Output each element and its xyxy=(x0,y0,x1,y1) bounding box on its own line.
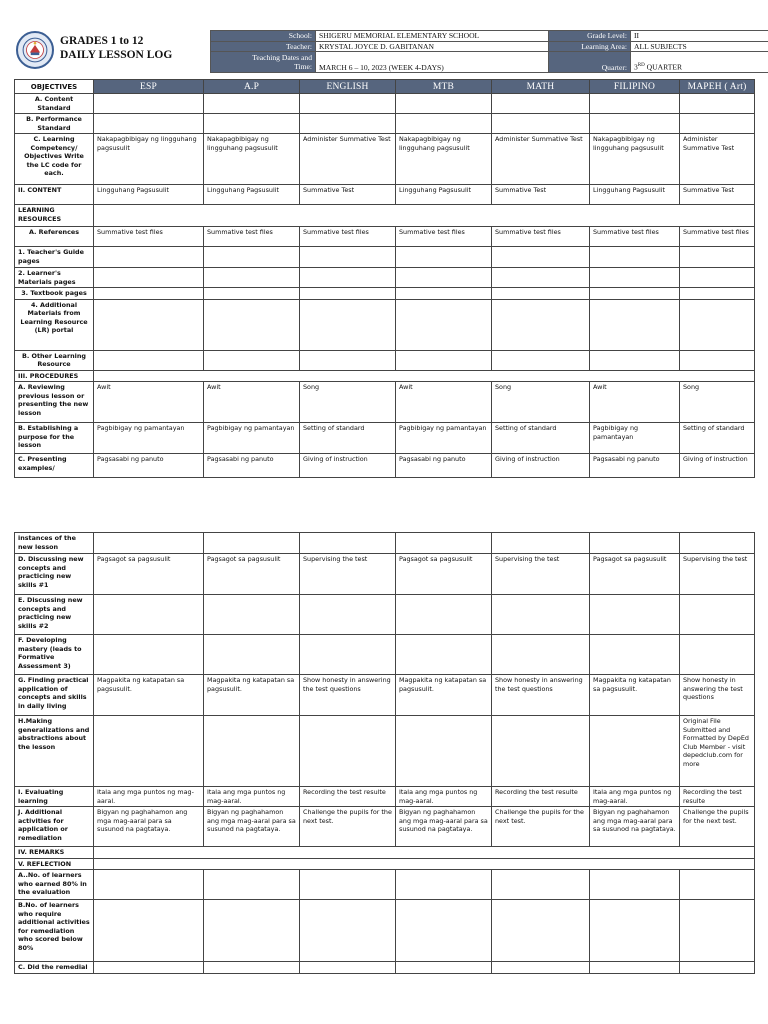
table-row xyxy=(15,299,755,350)
table-cell: Nakapagbibigay ng lingguhang pagsusulit xyxy=(396,134,492,185)
row-label: I. Evaluating learning xyxy=(15,787,94,807)
table-cell xyxy=(492,533,590,554)
table-cell: Itala ang mga puntos ng mag-aaral. xyxy=(204,787,300,807)
table-cell: Pagbibigay ng pamantayan xyxy=(204,423,300,454)
row-label: G. Finding practical application of concepts and skills in daily living xyxy=(15,675,94,716)
table-cell xyxy=(396,962,492,974)
table-cell xyxy=(94,900,204,962)
title-line-1: GRADES 1 to 12 xyxy=(60,35,144,47)
subject-header-ap: A.P xyxy=(204,80,300,94)
row-label: 2. Learner's Materials pages xyxy=(15,268,94,288)
table-cell xyxy=(396,94,492,114)
table-cell: Bigyan ng paghahamon ang mga mag-aaral para sa susunod na pagtataya. xyxy=(94,807,204,847)
table-row xyxy=(15,205,755,227)
row-label: B. Performance Standard xyxy=(15,114,94,134)
table-cell xyxy=(94,247,204,268)
table-cell xyxy=(396,533,492,554)
table-cell: Magpakita ng katapatan sa pagsusulit. xyxy=(396,675,492,716)
table-cell xyxy=(300,716,396,787)
lesson-log-body-page-2 xyxy=(15,533,755,974)
document-title xyxy=(60,34,172,62)
header-info-table xyxy=(210,30,768,73)
learning-area-value: ALL SUBJECTS xyxy=(631,41,768,52)
table-row xyxy=(15,870,755,900)
table-cell xyxy=(492,268,590,288)
table-cell xyxy=(300,533,396,554)
table-cell xyxy=(396,268,492,288)
table-row xyxy=(15,847,755,859)
table-cell: Lingguhang Pagsusulit xyxy=(396,185,492,205)
table-cell: Challenge the pupils for the next test. xyxy=(680,807,755,847)
subject-header-mapeh: MAPEH ( Art) xyxy=(680,80,755,94)
table-cell xyxy=(396,635,492,675)
table-row xyxy=(15,350,755,370)
grade-level-label: Grade Level: xyxy=(549,31,631,42)
table-cell: Magpakita ng katapatan sa pagsusulit. xyxy=(94,675,204,716)
row-label: 4. Additional Materials from Learning Resource (LR) portal xyxy=(15,299,94,350)
table-cell xyxy=(204,870,300,900)
table-cell: Summative Test xyxy=(680,185,755,205)
table-cell xyxy=(590,299,680,350)
merged-cell xyxy=(94,847,755,859)
table-row xyxy=(15,134,755,185)
teaching-dates-label-line-2: Time: xyxy=(294,62,312,71)
table-cell xyxy=(94,268,204,288)
table-cell xyxy=(396,299,492,350)
quarter-number: 3 xyxy=(634,63,638,72)
table-cell xyxy=(590,870,680,900)
table-cell xyxy=(680,870,755,900)
row-label: C. Did the remedial xyxy=(15,962,94,974)
table-cell xyxy=(300,900,396,962)
table-cell xyxy=(396,247,492,268)
table-cell xyxy=(680,350,755,370)
table-cell: Awit xyxy=(396,382,492,423)
table-cell: Show honesty in answering the test questions xyxy=(680,675,755,716)
table-cell: Awit xyxy=(94,382,204,423)
table-cell xyxy=(204,595,300,635)
table-cell xyxy=(492,299,590,350)
table-cell xyxy=(204,299,300,350)
table-cell: Summative test files xyxy=(300,227,396,247)
table-cell xyxy=(396,595,492,635)
row-label: LEARNING RESOURCES xyxy=(15,205,94,227)
table-cell xyxy=(94,114,204,134)
table-cell: Pagsasabi ng panuto xyxy=(204,454,300,478)
table-cell: Lingguhang Pagsusulit xyxy=(204,185,300,205)
table-cell: Giving of instruction xyxy=(492,454,590,478)
table-cell xyxy=(680,288,755,300)
table-cell xyxy=(492,962,590,974)
table-cell xyxy=(300,350,396,370)
table-cell xyxy=(492,595,590,635)
table-cell xyxy=(492,900,590,962)
row-label: 1. Teacher's Guide pages xyxy=(15,247,94,268)
table-cell xyxy=(680,247,755,268)
table-cell xyxy=(94,299,204,350)
table-cell: Pagsagot sa pagsusulit xyxy=(94,554,204,595)
document-header xyxy=(14,30,754,72)
table-cell xyxy=(94,716,204,787)
table-cell: Show honesty in answering the test questions xyxy=(300,675,396,716)
table-cell: Itala ang mga puntos ng mag-aaral. xyxy=(396,787,492,807)
row-label: III. PROCEDURES xyxy=(15,370,94,382)
lesson-log-table-page-2 xyxy=(14,532,755,974)
table-cell xyxy=(590,962,680,974)
table-cell xyxy=(204,533,300,554)
table-cell xyxy=(300,114,396,134)
row-label: C. Learning Competency/ Objectives Write the LC code for each. xyxy=(15,134,94,185)
row-label: A. References xyxy=(15,227,94,247)
title-line-2: DAILY LESSON LOG xyxy=(60,49,173,61)
table-cell xyxy=(492,288,590,300)
quarter-value xyxy=(631,52,768,73)
teacher-value: KRYSTAL JOYCE D. GABITANAN xyxy=(316,41,549,52)
table-cell: Administer Summative Test xyxy=(300,134,396,185)
teaching-dates-label-line-1: Teaching Dates and xyxy=(252,53,312,62)
table-cell: Giving of instruction xyxy=(680,454,755,478)
table-row xyxy=(15,962,755,974)
table-cell xyxy=(680,900,755,962)
learning-area-label: Learning Area: xyxy=(549,41,631,52)
table-cell: Original File Submitted and Formatted by DepEd Club Member - visit depedclub.com for more xyxy=(680,716,755,787)
table-cell xyxy=(94,533,204,554)
table-cell: Supervising the test xyxy=(300,554,396,595)
quarter-label: Quarter: xyxy=(549,52,631,73)
table-cell: Challenge the pupils for the next test. xyxy=(492,807,590,847)
table-cell: Nakapagbibigay ng lingguhang pagsusulit xyxy=(204,134,300,185)
row-label: IV. REMARKS xyxy=(15,847,94,859)
table-cell xyxy=(680,962,755,974)
row-label: C. Presenting examples/ xyxy=(15,454,94,478)
table-cell xyxy=(396,350,492,370)
table-cell: Magpakita ng katapatan sa pagsusulit. xyxy=(590,675,680,716)
row-label: A. Reviewing previous lesson or presenting the new lesson xyxy=(15,382,94,423)
table-cell xyxy=(94,288,204,300)
table-cell xyxy=(300,635,396,675)
table-cell xyxy=(94,870,204,900)
table-cell: Challenge the pupils for the next test. xyxy=(300,807,396,847)
merged-cell xyxy=(94,370,755,382)
table-cell xyxy=(300,595,396,635)
table-cell xyxy=(300,268,396,288)
table-cell xyxy=(680,94,755,114)
table-cell xyxy=(590,114,680,134)
table-cell: Bigyan ng paghahamon ang mga mag-aaral para sa susunod na pagtataya. xyxy=(590,807,680,847)
table-cell: Awit xyxy=(204,382,300,423)
table-cell xyxy=(94,94,204,114)
school-label: School: xyxy=(211,31,316,42)
lesson-log-body-page-1 xyxy=(15,94,755,478)
school-value: SHIGERU MEMORIAL ELEMENTARY SCHOOL xyxy=(316,31,549,42)
grade-level-value: II xyxy=(631,31,768,42)
table-cell xyxy=(94,350,204,370)
table-cell xyxy=(300,299,396,350)
row-label: F. Developing mastery (leads to Formative Assessment 3) xyxy=(15,635,94,675)
table-cell: Supervising the test xyxy=(492,554,590,595)
table-cell xyxy=(94,962,204,974)
table-cell: Awit xyxy=(590,382,680,423)
table-cell: Pagsasabi ng panuto xyxy=(94,454,204,478)
subject-header-math: MATH xyxy=(492,80,590,94)
table-cell xyxy=(590,288,680,300)
table-cell: Pagsagot sa pagsusulit xyxy=(396,554,492,595)
row-label: II. CONTENT xyxy=(15,185,94,205)
table-cell xyxy=(492,114,590,134)
table-cell xyxy=(204,716,300,787)
table-row xyxy=(15,807,755,847)
row-label: B.No. of learners who require additional activities for remediation who scored below 80% xyxy=(15,900,94,962)
table-cell: Supervising the test xyxy=(680,554,755,595)
table-row xyxy=(15,675,755,716)
table-cell: Pagbibigay ng pamantayan xyxy=(94,423,204,454)
table-cell: Itala ang mga puntos ng mag-aaral. xyxy=(590,787,680,807)
merged-cell xyxy=(94,205,755,227)
table-row xyxy=(15,554,755,595)
table-cell: Setting of standard xyxy=(492,423,590,454)
table-cell: Pagsagot sa pagsusulit xyxy=(204,554,300,595)
table-cell: Setting of standard xyxy=(680,423,755,454)
row-label: D. Discussing new concepts and practicing new skills #1 xyxy=(15,554,94,595)
table-cell xyxy=(680,635,755,675)
row-label: B. Other Learning Resource xyxy=(15,350,94,370)
table-cell: Recording the test resulte xyxy=(300,787,396,807)
teaching-dates-label xyxy=(211,52,316,73)
table-row xyxy=(15,787,755,807)
table-row xyxy=(15,247,755,268)
table-cell xyxy=(94,635,204,675)
table-cell xyxy=(204,114,300,134)
table-row xyxy=(15,94,755,114)
table-cell: Show honesty in answering the test questions xyxy=(492,675,590,716)
table-row xyxy=(15,533,755,554)
table-cell xyxy=(204,962,300,974)
table-cell xyxy=(680,299,755,350)
row-label: E. Discussing new concepts and practicing new skills #2 xyxy=(15,595,94,635)
table-cell xyxy=(204,635,300,675)
table-row xyxy=(15,716,755,787)
table-row xyxy=(15,454,755,478)
table-cell: Itala ang mga puntos ng mag-aaral. xyxy=(94,787,204,807)
table-cell xyxy=(492,716,590,787)
table-cell xyxy=(300,870,396,900)
table-cell xyxy=(204,268,300,288)
table-cell xyxy=(396,870,492,900)
table-cell xyxy=(492,635,590,675)
table-cell: Summative test files xyxy=(590,227,680,247)
table-cell: Summative test files xyxy=(492,227,590,247)
table-cell xyxy=(590,268,680,288)
row-label: H.Making generalizations and abstractions about the lesson xyxy=(15,716,94,787)
table-cell xyxy=(300,288,396,300)
subject-header-english: ENGLISH xyxy=(300,80,396,94)
table-cell: Nakapagbibigay ng lingguhang pagsusulit xyxy=(94,134,204,185)
table-cell xyxy=(396,114,492,134)
table-cell: Summative Test xyxy=(300,185,396,205)
row-label: V. REFLECTION xyxy=(15,858,94,870)
table-cell xyxy=(680,114,755,134)
table-cell: Lingguhang Pagsusulit xyxy=(590,185,680,205)
table-row xyxy=(15,423,755,454)
table-cell xyxy=(590,716,680,787)
table-cell xyxy=(204,350,300,370)
table-cell xyxy=(492,247,590,268)
table-cell: Recording the test resulte xyxy=(680,787,755,807)
table-cell xyxy=(590,635,680,675)
subject-header-esp: ESP xyxy=(94,80,204,94)
table-cell xyxy=(204,900,300,962)
table-cell xyxy=(680,533,755,554)
teacher-label: Teacher: xyxy=(211,41,316,52)
lesson-log-table-page-1 xyxy=(14,79,755,478)
row-label: J. Additional activities for application or remediation xyxy=(15,807,94,847)
row-label: A..No. of learners who earned 80% in the evaluation xyxy=(15,870,94,900)
table-cell xyxy=(94,595,204,635)
table-cell: Pagsasabi ng panuto xyxy=(590,454,680,478)
subject-header-mtb: MTB xyxy=(396,80,492,94)
table-cell: Summative test files xyxy=(204,227,300,247)
table-cell xyxy=(492,94,590,114)
table-cell: Lingguhang Pagsusulit xyxy=(94,185,204,205)
row-label: instances of the new lesson xyxy=(15,533,94,554)
quarter-word: QUARTER xyxy=(644,63,683,72)
table-cell xyxy=(204,247,300,268)
table-cell xyxy=(300,94,396,114)
table-cell xyxy=(492,870,590,900)
teaching-dates-value: MARCH 6 – 10, 2023 (WEEK 4-DAYS) xyxy=(316,52,549,73)
table-cell: Pagbibigay ng pamantayan xyxy=(396,423,492,454)
table-row xyxy=(15,858,755,870)
table-row xyxy=(15,635,755,675)
table-row xyxy=(15,382,755,423)
subject-header-filipino: FILIPINO xyxy=(590,80,680,94)
table-cell xyxy=(204,288,300,300)
table-row xyxy=(15,185,755,205)
table-cell: Nakapagbibigay ng lingguhang pagsusulit xyxy=(590,134,680,185)
quarter-ordinal: RD xyxy=(637,63,645,69)
table-cell xyxy=(396,716,492,787)
row-label: B. Establishing a purpose for the lesson xyxy=(15,423,94,454)
table-cell xyxy=(680,595,755,635)
table-cell xyxy=(396,288,492,300)
row-label: A. Content Standard xyxy=(15,94,94,114)
table-cell: Summative Test xyxy=(492,185,590,205)
table-cell: Song xyxy=(300,382,396,423)
table-row xyxy=(15,268,755,288)
table-cell: Administer Summative Test xyxy=(680,134,755,185)
table-cell: Summative test files xyxy=(396,227,492,247)
table-cell xyxy=(590,350,680,370)
table-cell: Pagsasabi ng panuto xyxy=(396,454,492,478)
table-cell xyxy=(590,533,680,554)
table-cell: Giving of instruction xyxy=(300,454,396,478)
merged-cell xyxy=(94,858,755,870)
table-cell xyxy=(300,962,396,974)
table-row xyxy=(15,227,755,247)
table-row xyxy=(15,900,755,962)
table-cell xyxy=(590,900,680,962)
row-label: 3. Textbook pages xyxy=(15,288,94,300)
table-cell xyxy=(492,350,590,370)
table-cell: Pagbibigay ng pamantayan xyxy=(590,423,680,454)
table-cell xyxy=(590,247,680,268)
table-cell xyxy=(590,595,680,635)
table-cell xyxy=(590,94,680,114)
table-cell xyxy=(204,94,300,114)
table-cell xyxy=(396,900,492,962)
table-row xyxy=(15,114,755,134)
table-cell: Recording the test resulte xyxy=(492,787,590,807)
table-row xyxy=(15,288,755,300)
objectives-header: OBJECTIVES xyxy=(15,80,94,94)
table-cell: Bigyan ng paghahamon ang mga mag-aaral para sa susunod na pagtataya. xyxy=(204,807,300,847)
table-cell xyxy=(680,268,755,288)
table-cell: Magpakita ng katapatan sa pagsusulit. xyxy=(204,675,300,716)
table-cell: Summative test files xyxy=(680,227,755,247)
table-cell: Summative test files xyxy=(94,227,204,247)
table-cell: Administer Summative Test xyxy=(492,134,590,185)
table-cell: Pagsagot sa pagsusulit xyxy=(590,554,680,595)
deped-seal-icon xyxy=(16,31,54,69)
table-row xyxy=(15,370,755,382)
table-cell: Bigyan ng paghahamon ang mga mag-aaral para sa susunod na pagtataya. xyxy=(396,807,492,847)
table-cell: Song xyxy=(680,382,755,423)
table-row xyxy=(15,595,755,635)
table-cell: Setting of standard xyxy=(300,423,396,454)
table-cell xyxy=(300,247,396,268)
table-cell: Song xyxy=(492,382,590,423)
